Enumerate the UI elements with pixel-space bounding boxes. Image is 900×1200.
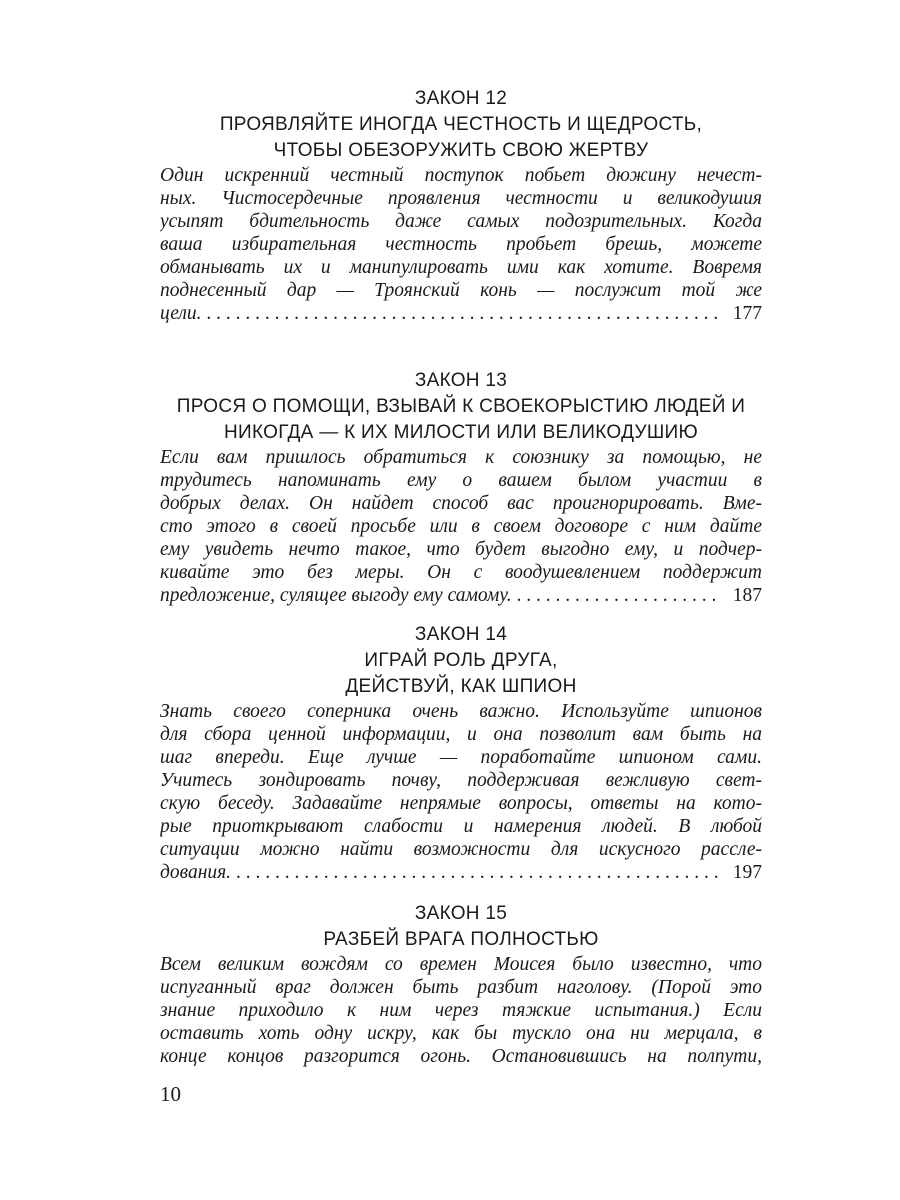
- toc-leader-text: цели. . . .: [160, 302, 721, 325]
- text-line: конце концов разгорится огонь. Остановившись на полпути,: [160, 1046, 762, 1067]
- law-title-line: ДЕЙСТВУЙ, КАК ШПИОН: [345, 676, 577, 697]
- law-title: [160, 648, 762, 700]
- text-line: трудитесь напоминать ему о вашем былом участии в: [160, 470, 762, 491]
- text-line: добрых делах. Он найдет способ вас проигнорировать. Вме-: [160, 493, 762, 514]
- text-line: обманывать их и манипулировать ими как хотите. Вовремя: [160, 257, 762, 278]
- toc-entry-line: [160, 302, 762, 325]
- law-number: ЗАКОН 13: [414, 370, 508, 391]
- law-title-line: ЧТОБЫ ОБЕЗОРУЖИТЬ СВОЮ ЖЕРТВУ: [273, 140, 649, 161]
- law-12-section: [160, 86, 762, 325]
- law-description: [160, 953, 762, 1068]
- law-13-section: [160, 368, 762, 607]
- text-line: для сбора ценной информации, и она позволит вам быть на: [160, 724, 762, 745]
- text-line: сто этого в своей просьбе или в своем договоре с ним дайте: [160, 516, 762, 537]
- law-number: ЗАКОН 15: [414, 903, 508, 924]
- text-line: оставить хоть одну искру, как бы тускло она ни мерцала, в: [160, 1023, 762, 1044]
- law-title: [160, 112, 762, 164]
- law-description: [160, 700, 762, 884]
- text-line: Всем великим вождям со времен Моисея было известно, что: [160, 954, 762, 975]
- law-title-line: РАЗБЕЙ ВРАГА ПОЛНОСТЬЮ: [323, 929, 599, 950]
- law-15-section: [160, 901, 762, 1068]
- text-line: Один искренний честный поступок побьет дюжину нечест-: [160, 165, 762, 186]
- law-title: [160, 394, 762, 446]
- toc-leader-text: предложение, сулящее выгоду ему самому. . . .: [160, 584, 721, 607]
- text-line: Если вам пришлось обратиться к союзнику за помощью, не: [160, 447, 762, 468]
- law-title-line: НИКОГДА — К ИХ МИЛОСТИ ИЛИ ВЕЛИКОДУШИЮ: [223, 422, 698, 443]
- page-number: 10: [160, 1082, 181, 1106]
- text-line: ваша избирательная честность пробьет брешь, можете: [160, 234, 762, 255]
- toc-entry-line: [160, 861, 762, 884]
- toc-page-reference: 197: [732, 862, 762, 883]
- text-line: Учитесь зондировать почву, поддерживая вежливую свет-: [160, 770, 762, 791]
- law-14-section: [160, 622, 762, 884]
- text-line: поднесенный дар — Троянский конь — послужит той же: [160, 280, 762, 301]
- text-line: ных. Чистосердечные проявления честности и великодушия: [160, 188, 762, 209]
- law-description: [160, 164, 762, 325]
- law-number: ЗАКОН 12: [414, 88, 508, 109]
- text-line: ему увидеть нечто такое, что будет выгодно ему, и подчер-: [160, 539, 762, 560]
- toc-leader-text: дования. . . .: [160, 861, 721, 884]
- text-line: ситуации можно найти возможности для искусного рассле-: [160, 839, 762, 860]
- law-number: ЗАКОН 14: [414, 624, 508, 645]
- law-title-line: ПРОЯВЛЯЙТЕ ИНОГДА ЧЕСТНОСТЬ И ЩЕДРОСТЬ,: [219, 114, 703, 135]
- text-line: кивайте это без меры. Он с воодушевлением поддержит: [160, 562, 762, 583]
- text-line: знание приходило к ним через тяжкие испытания.) Если: [160, 1000, 762, 1021]
- law-title: [160, 927, 762, 953]
- toc-entry-line: [160, 584, 762, 607]
- toc-page-reference: 177: [732, 303, 762, 324]
- text-line: усыпят бдительность даже самых подозрительных. Когда: [160, 211, 762, 232]
- law-title-line: ПРОСЯ О ПОМОЩИ, ВЗЫВАЙ К СВОЕКОРЫСТИЮ ЛЮДЕЙ И: [176, 396, 746, 417]
- law-description: [160, 446, 762, 607]
- toc-page-reference: 187: [732, 585, 762, 606]
- text-line: испуганный враг должен быть разбит наголову. (Порой это: [160, 977, 762, 998]
- text-line: шаг впереди. Еще лучше — поработайте шпионом сами.: [160, 747, 762, 768]
- law-title-line: ИГРАЙ РОЛЬ ДРУГА,: [364, 650, 558, 671]
- text-line: Знать своего соперника очень важно. Используйте шпионов: [160, 701, 762, 722]
- book-page-content: [160, 86, 762, 1068]
- text-line: рые приоткрывают слабости и намерения людей. В любой: [160, 816, 762, 837]
- text-line: скую беседу. Задавайте непрямые вопросы, ответы на кото-: [160, 793, 762, 814]
